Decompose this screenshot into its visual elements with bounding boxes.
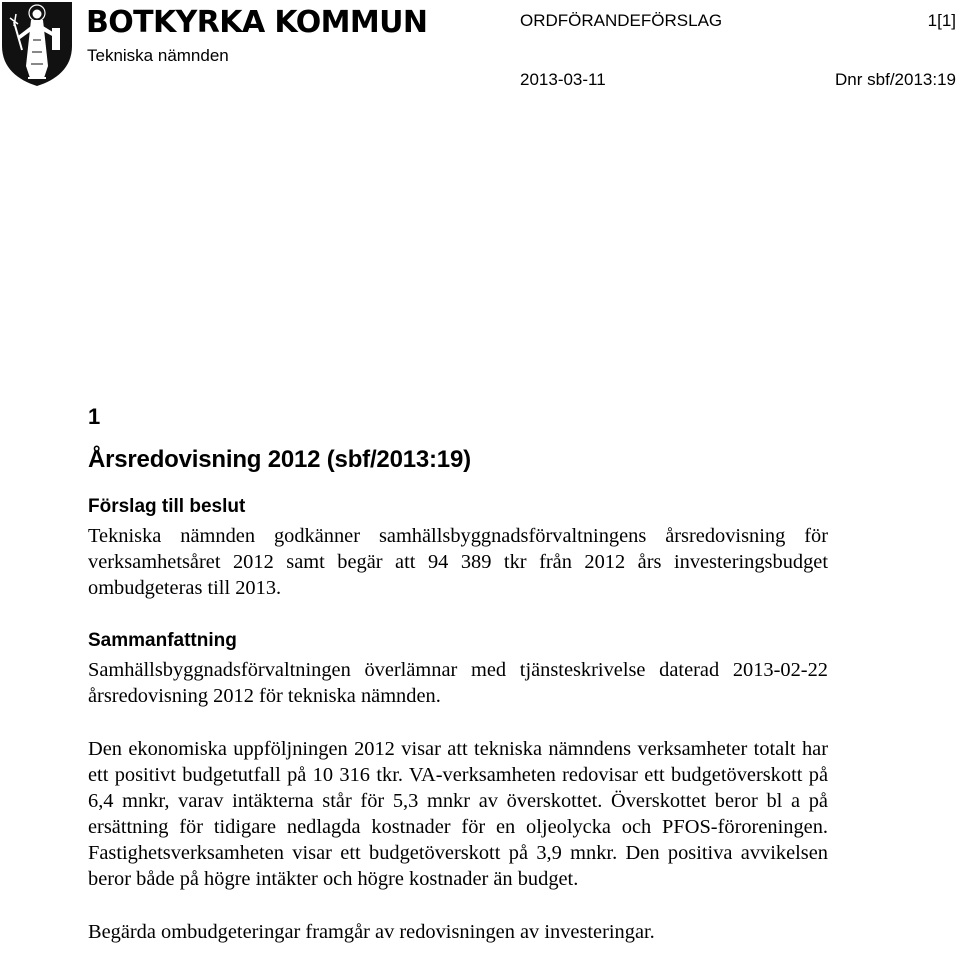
summary-paragraph: Den ekonomiska uppföljningen 2012 visar att tekniska nämndens verksamheter totalt har ett positivt budgetutfall på 10 316 tkr. VA-verksamheten redovisar ett budgetöverskott på 6,4 mnkr, varav intäkterna står för 5,3 mnkr av överskottet. Överskottet beror bl a på ersättning för tidigare nedlagda kostnader för en oljeolycka och PFOS-föroreningen. Fastighetsverksamheten visar ett budgetöverskott på 3,9 mnkr. Den positiva avvikelsen beror både på högre intäkter och högre kostnader än budget. (88, 738, 828, 890)
proposal-heading: Förslag till beslut (88, 496, 246, 517)
summary-paragraph: Samhällsbyggnadsförvaltningen överlämnar med tjänsteskrivelse daterad 2013-02-22 årsredovisning 2012 för tekniska nämnden. (88, 659, 828, 707)
item-number: 1 (88, 404, 101, 429)
coat-of-arms-icon (0, 0, 74, 88)
item-title: Årsredovisning 2012 (sbf/2013:19) (88, 446, 471, 473)
summary-paragraph: Begärda ombudgeteringar framgår av redovisningen av investeringar. (88, 921, 655, 943)
organization-name: BOTKYRKA KOMMUN (86, 5, 428, 40)
proposal-text: Tekniska nämnden godkänner samhällsbyggnadsförvaltningens årsredovisning för verksamhetsåret 2012 samt begär att 94 389 tkr från 2012 års investeringsbudget ombudgeteras till 2013. (88, 525, 828, 599)
document-reference: Dnr sbf/2013:19 (835, 70, 956, 89)
summary-heading: Sammanfattning (88, 630, 237, 651)
committee-name: Tekniska nämnden (87, 46, 229, 65)
page-number: 1[1] (927, 11, 956, 30)
document-date: 2013-03-11 (520, 70, 606, 89)
document-body (88, 403, 828, 945)
document-type: ORDFÖRANDEFÖRSLAG (520, 11, 723, 30)
